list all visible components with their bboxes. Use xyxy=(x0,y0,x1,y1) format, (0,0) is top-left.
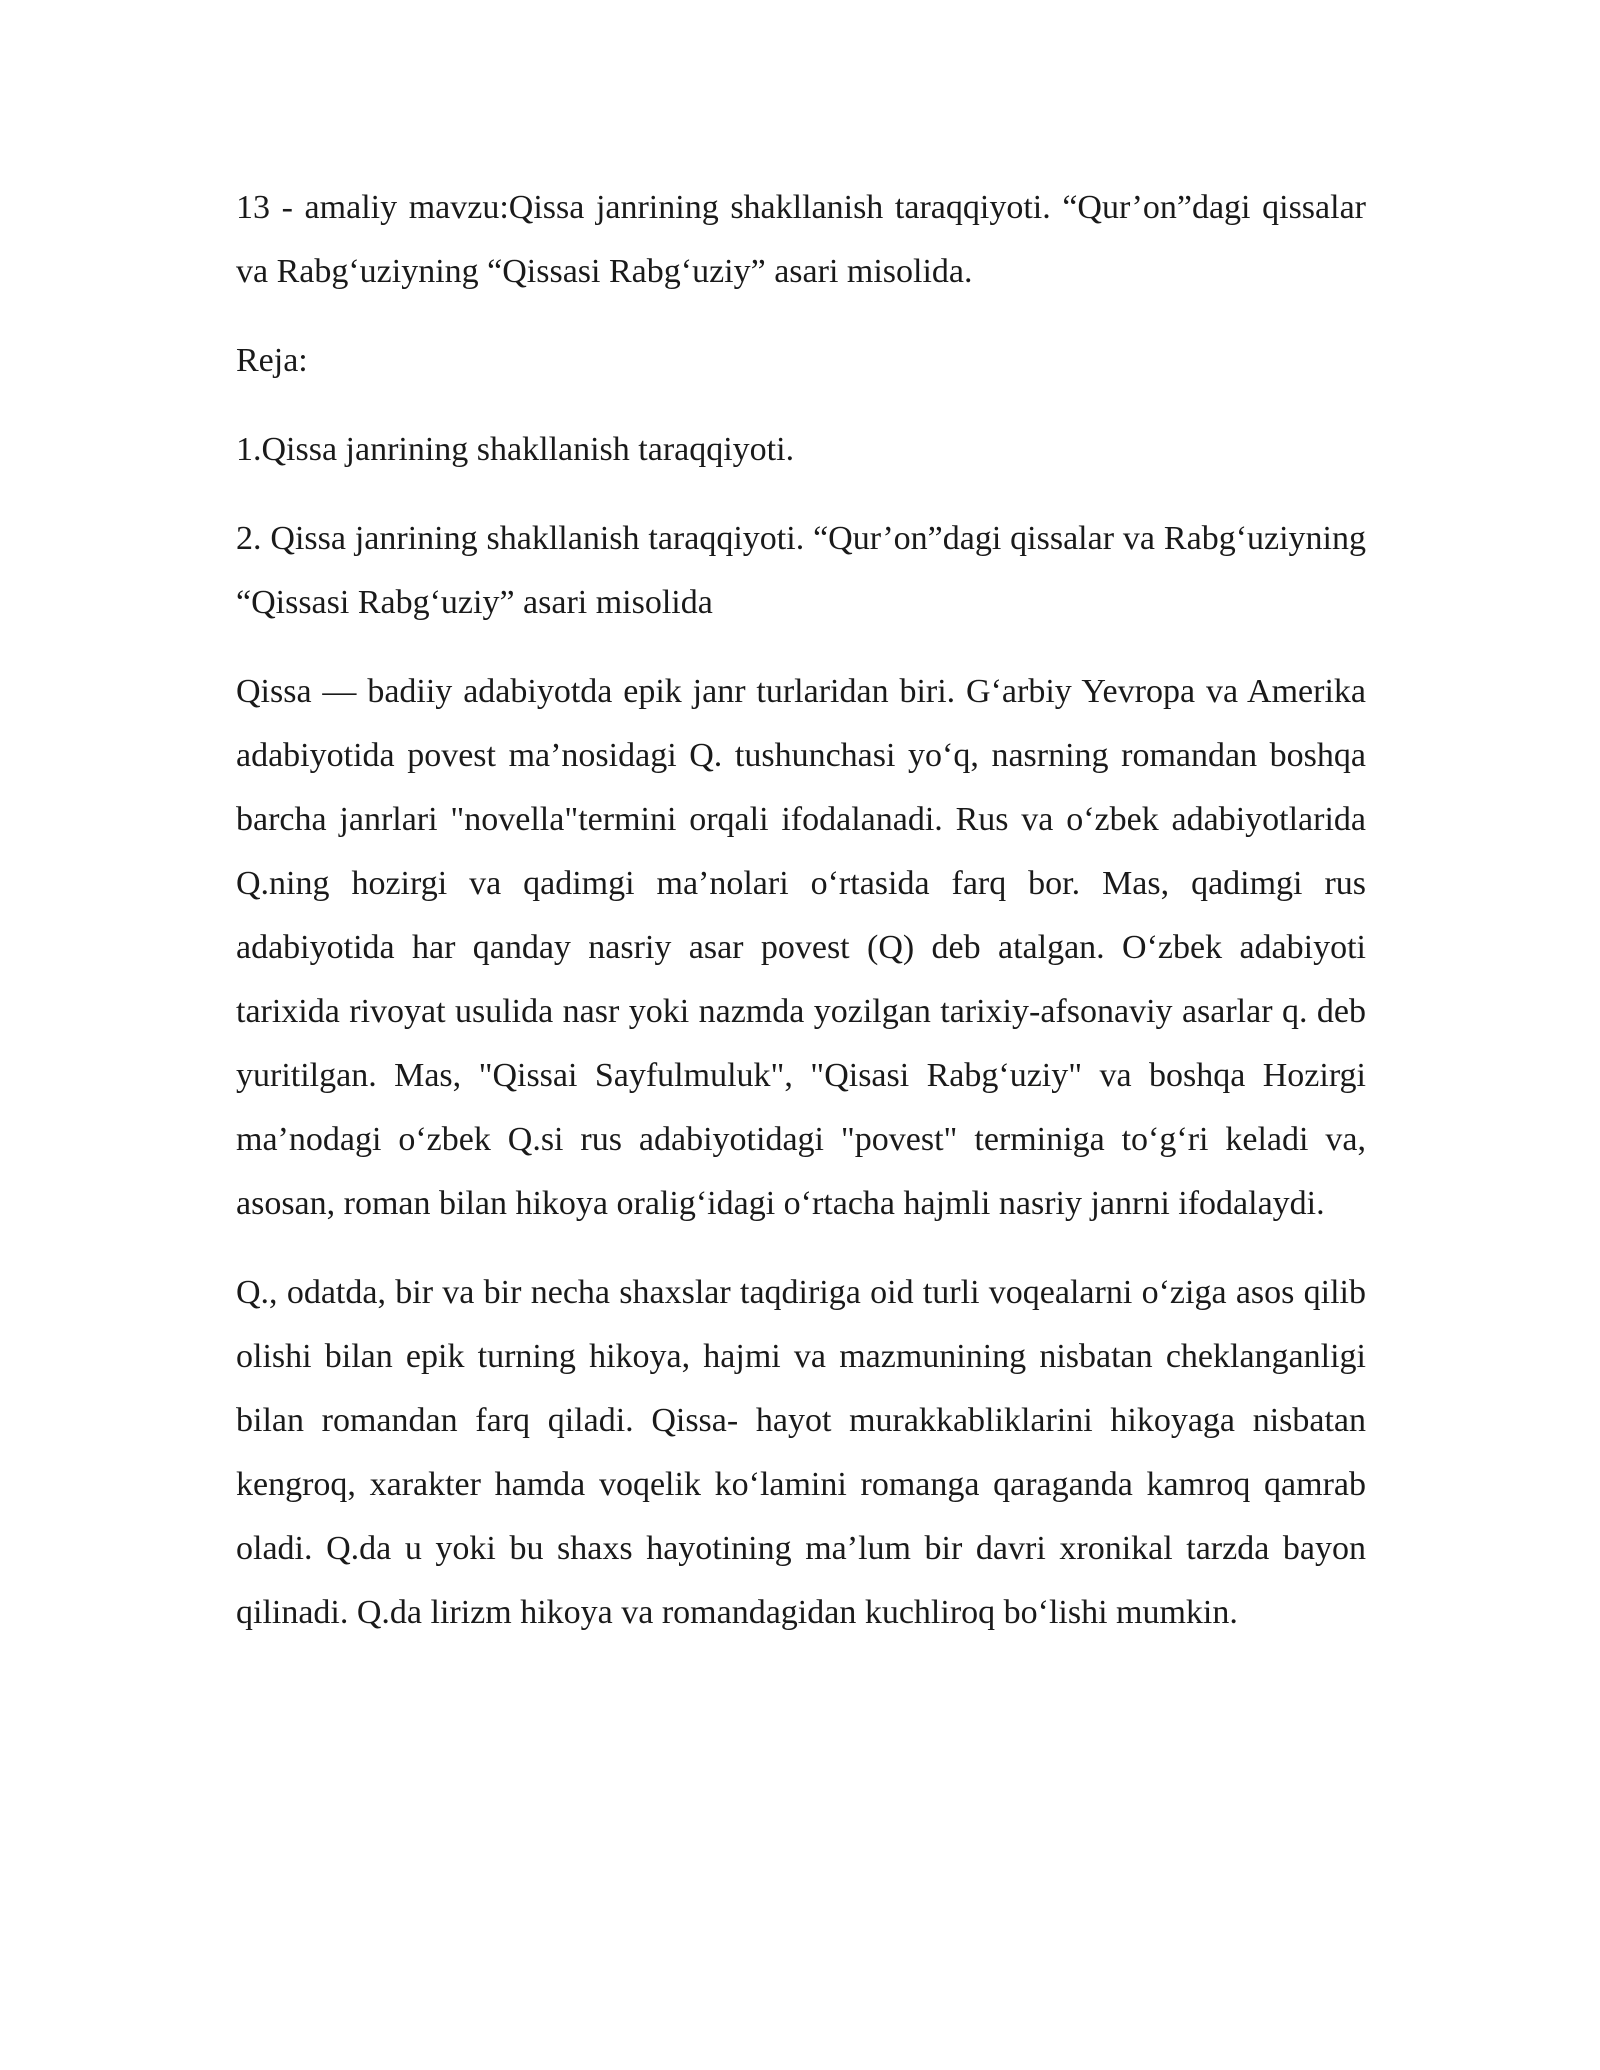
document-body xyxy=(236,176,1366,1670)
paragraph-2: Q., odatda, bir va bir necha shaxslar taqdiriga oid turli voqealarni o‘ziga asos qilib olishi bilan epik turning hikoya, hajmi va mazmunining nisbatan cheklanganligi bilan romandan farq qiladi. Qissa- hayot murakkabliklarini hikoyaga nisbatan kengroq, xarakter hamda voqelik ko‘lamini romanga qaraganda kamroq qamrab oladi. Q.da u yoki bu shaxs hayotining ma’lum bir davri xronikal tarzda bayon qilinadi. Q.da lirizm hikoya va romandagidan kuchliroq bo‘lishi mumkin. xyxy=(236,1274,1366,1631)
plan-item-2: 2. Qissa janrining shakllanish taraqqiyoti. “Qur’on”dagi qissalar va Rabg‘uziyning “Qissasi Rabg‘uziy” asari misolida xyxy=(236,520,1366,621)
plan-item-1: 1.Qissa janrining shakllanish taraqqiyoti. xyxy=(236,431,795,468)
plan-label: Reja: xyxy=(236,342,308,379)
document-title: 13 - amaliy mavzu:Qissa janrining shakllanish taraqqiyoti. “Qur’on”dagi qissalar va Rabg‘uziyning “Qissasi Rabg‘uziy” asari misolida. xyxy=(236,189,1366,290)
paragraph-1: Qissa — badiiy adabiyotda epik janr turlaridan biri. G‘arbiy Yevropa va Amerika adabiyotida povest ma’nosidagi Q. tushunchasi yo‘q, nasrning romandan boshqa barcha janrlari "novella"termini orqali ifodalanadi. Rus va o‘zbek adabiyotlarida Q.ning hozirgi va qadimgi ma’nolari o‘rtasida farq bor. Mas, qadimgi rus adabiyotida har qanday nasriy asar povest (Q) deb atalgan. O‘zbek adabiyoti tarixida rivoyat usulida nasr yoki nazmda yozilgan tarixiy-afsonaviy asarlar q. deb yuritilgan. Mas, "Qissai Sayfulmuluk", "Qisasi Rabg‘uziy" va boshqa Hozirgi ma’nodagi o‘zbek Q.si rus adabiyotidagi "povest" terminiga to‘g‘ri keladi va, asosan, roman bilan hikoya oralig‘idagi o‘rtacha hajmli nasriy janrni ifodalaydi. xyxy=(236,673,1366,1222)
